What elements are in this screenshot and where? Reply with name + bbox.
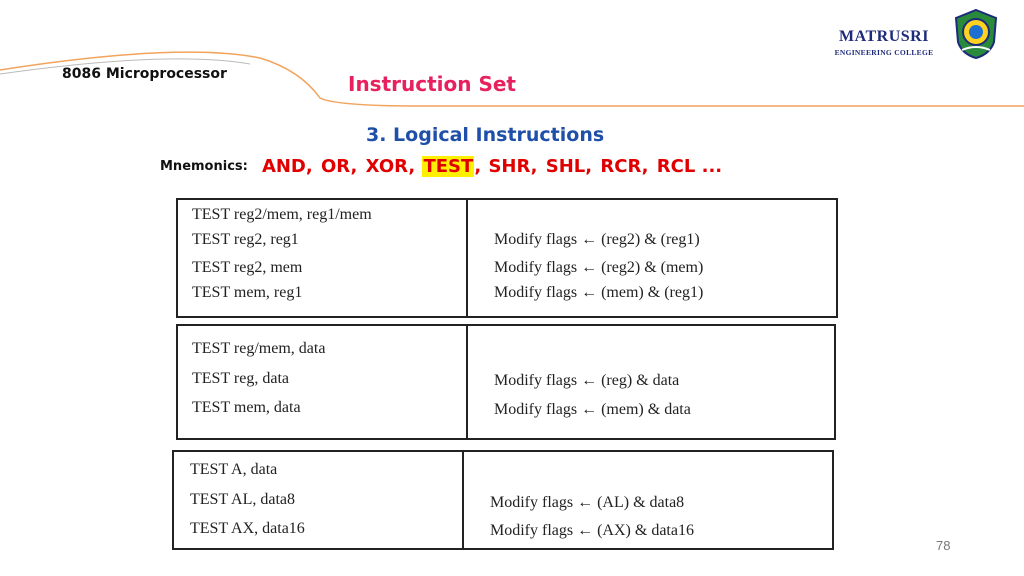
table-cell-syntax: TEST A, data (190, 461, 278, 478)
table-cell-syntax: TEST reg2, mem (192, 259, 303, 276)
mnemonic-item: OR, (321, 156, 358, 177)
college-subtitle: ENGINEERING COLLEGE (834, 48, 934, 57)
section-subheading: 3. Logical Instructions (366, 124, 605, 146)
mnemonic-separator: , (474, 156, 482, 177)
mnemonics-list (261, 156, 723, 177)
mnemonic-item: RCL ... (656, 156, 723, 177)
page-number: 78 (936, 538, 951, 553)
test-data-table (176, 324, 836, 440)
table-divider (466, 326, 468, 438)
test-reg-table (176, 198, 838, 318)
table-cell-syntax: TEST AX, data16 (190, 520, 305, 537)
table-cell-syntax: TEST reg, data (192, 370, 290, 387)
table-divider (466, 200, 468, 316)
table-cell-syntax: TEST reg2/mem, reg1/mem (192, 206, 372, 223)
mnemonic-item: SHR, (488, 156, 538, 177)
mnemonic-item: XOR, (365, 156, 416, 177)
table-cell-syntax: TEST mem, data (192, 399, 301, 416)
college-name: MATRUSRI (839, 28, 929, 45)
table-cell-syntax: TEST reg/mem, data (192, 340, 326, 357)
subject-label: 8086 Microprocessor (62, 66, 227, 82)
mnemonic-item: AND, (261, 156, 313, 177)
mnemonics-line (160, 156, 723, 177)
table-cell-operation: Modify flags ← (mem) & (reg1) (494, 284, 704, 301)
table-cell-operation: Modify flags ← (AX) & data16 (490, 522, 694, 539)
table-cell-syntax: TEST reg2, reg1 (192, 231, 299, 248)
mnemonic-item: RCR, (600, 156, 649, 177)
mnemonic-item-highlighted: TEST (423, 156, 474, 177)
table-cell-operation: Modify flags ← (reg2) & (mem) (494, 259, 704, 276)
mnemonics-label: Mnemonics: (160, 159, 248, 174)
mnemonic-item: SHL, (545, 156, 593, 177)
table-cell-operation: Modify flags ← (mem) & data (494, 401, 691, 418)
table-cell-operation: Modify flags ← (reg) & data (494, 372, 680, 389)
table-cell-syntax: TEST AL, data8 (190, 491, 296, 508)
table-cell-operation: Modify flags ← (reg2) & (reg1) (494, 231, 700, 248)
table-cell-operation: Modify flags ← (AL) & data8 (490, 494, 685, 511)
table-divider (462, 452, 464, 548)
page-title: Instruction Set (348, 72, 516, 96)
test-accumulator-table (172, 450, 834, 550)
table-cell-syntax: TEST mem, reg1 (192, 284, 303, 301)
